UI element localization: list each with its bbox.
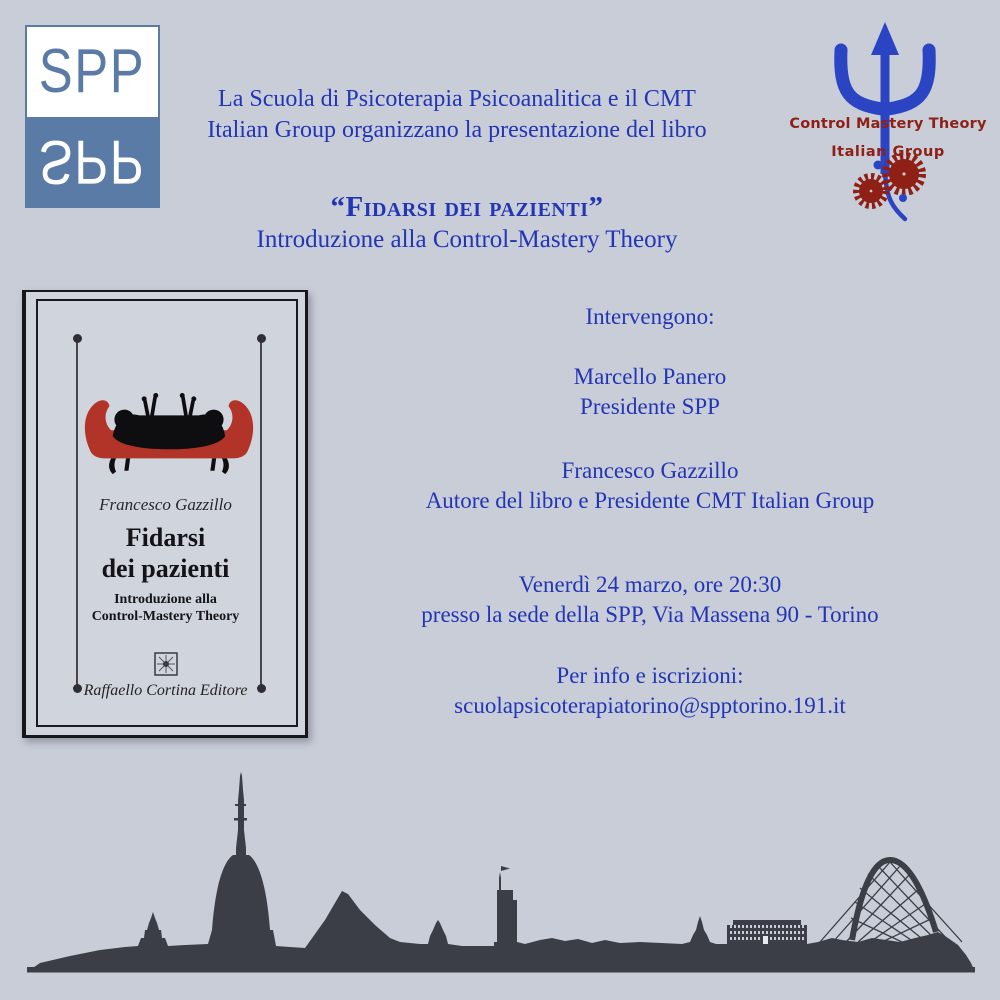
- cmt-logo-title: Control Mastery Theory: [789, 116, 987, 132]
- cover-publisher: Raffaello Cortina Editore: [83, 682, 248, 699]
- book-title: “Fidarsi dei pazienti”: [330, 191, 604, 223]
- speaker1-role: Presidente SPP: [580, 394, 720, 419]
- cover-subtitle: Introduzione alla Control-Mastery Theory: [91, 592, 240, 624]
- red-couch-illustration: [78, 368, 260, 476]
- spp-logo-text-mirrored: SPP: [39, 126, 146, 196]
- figure-legs-raised: [145, 398, 193, 418]
- tower-flag: [501, 866, 510, 871]
- speaker1-name: Marcello Panero: [573, 364, 727, 389]
- event-details: [348, 302, 952, 721]
- olympic-arch-bridge: [820, 860, 962, 942]
- cover-author: Francesco Gazzillo: [99, 495, 232, 514]
- cover-pin-dot: [257, 334, 266, 343]
- contact-email: scuolapsicoterapiatorino@spptorino.191.it: [454, 693, 846, 718]
- intervengono-label: Intervengono:: [585, 304, 715, 329]
- cover-pin-dot: [73, 334, 82, 343]
- event-date: Venerdì 24 marzo, ore 20:30: [518, 572, 782, 597]
- organizer-line-2: Italian Group organizzano la presentazione del libro: [207, 117, 707, 143]
- spp-logo-bottom: [27, 117, 158, 207]
- cmt-logo: [783, 8, 993, 233]
- turin-skyline-silhouette: [0, 760, 1000, 1000]
- couch-legs: [109, 458, 229, 474]
- publisher-ornament-icon: [154, 652, 178, 676]
- spp-logo: [25, 25, 160, 208]
- gear-icon: [857, 177, 886, 206]
- book-cover: [22, 290, 308, 738]
- gear-icon: [886, 156, 922, 192]
- speaker2-name: Francesco Gazzillo: [561, 458, 739, 483]
- speaker2-role: Autore del libro e Presidente CMT Italian Group: [425, 488, 875, 513]
- cmt-logo-subtitle: Italian Group: [831, 144, 945, 160]
- info-label: Per info e iscrizioni:: [556, 663, 744, 688]
- event-venue: presso la sede della SPP, Via Massena 90 - Torino: [421, 602, 879, 627]
- spp-logo-top: [27, 27, 158, 117]
- book-title-block: [167, 190, 767, 256]
- cover-title: Fidarsi dei pazienti: [101, 523, 230, 583]
- book-title-subtitle: Introduzione alla Control-Mastery Theory: [256, 226, 678, 253]
- spp-logo-text: SPP: [39, 37, 146, 107]
- organizer-line-1: La Scuola di Psicoterapia Psicoanalitica e il CMT: [218, 86, 696, 112]
- organizer-text: [157, 84, 757, 146]
